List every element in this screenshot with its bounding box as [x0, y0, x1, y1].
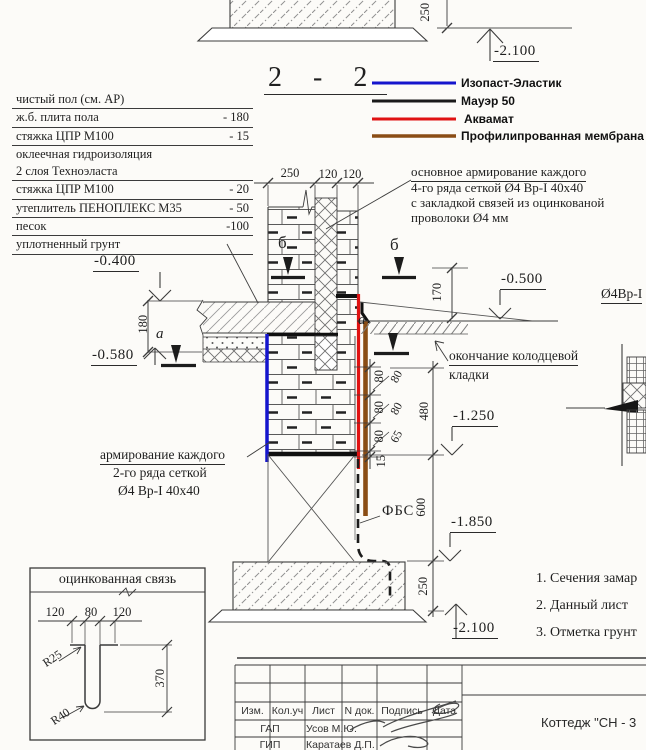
- elevation-0580: -0.580: [91, 347, 137, 366]
- titleblock-header-data: Дата: [432, 705, 457, 717]
- wall-top-dimension: [254, 178, 374, 211]
- dim-f80b: 80: [387, 399, 406, 418]
- lower-reinforcement-line2: 2-го ряда сеткой: [113, 465, 207, 480]
- elevation-top: -2.100: [493, 43, 539, 62]
- mesh-label: Ø4Вр-I: [601, 286, 642, 304]
- section-mark-a-left: [161, 345, 196, 366]
- main-reinforcement-line1: основное армирование каждого: [411, 165, 586, 182]
- elevation-1250: -1.250: [452, 408, 498, 427]
- lower-footing: [209, 562, 426, 622]
- detail-r25: R25: [39, 646, 65, 670]
- titleblock-gip-role: ГИП: [259, 739, 281, 750]
- section-letter-a-right: а: [358, 312, 366, 328]
- dim-top-250: 250: [417, 2, 432, 22]
- table-row: 2 слоя Техноэласта: [12, 163, 253, 181]
- dim-f80a: 80: [387, 367, 406, 386]
- ground-surface: [357, 302, 558, 334]
- floor-layers-table: [12, 91, 253, 255]
- well-end-line2: кладки: [449, 367, 489, 382]
- main-reinforcement-line4: проволоки Ø4 мм: [411, 210, 509, 225]
- table-row: ж.б. плита пола - 180: [12, 109, 253, 127]
- table-row: стяжка ЦПР М100 - 15: [12, 128, 253, 146]
- detail-r40: R40: [47, 704, 73, 728]
- elevation-0500: -0.500: [500, 271, 546, 290]
- titleblock-header-list: Лист: [312, 705, 335, 717]
- dim-170: 170: [429, 282, 444, 302]
- dim-c80b: 80: [371, 400, 386, 414]
- titleblock-gap-role: ГАП: [260, 723, 280, 735]
- dim-f65: 65: [387, 427, 406, 446]
- title-block-grid: [235, 658, 646, 750]
- fbs-label: ФБС: [382, 503, 415, 519]
- main-reinforcement-line3: с закладкой связей из оцинкованой: [411, 195, 605, 210]
- titleblock-header-izm: Изм.: [241, 705, 264, 717]
- legend-label-izopast: Изопаст-Эластик: [461, 76, 562, 90]
- note-2: 2. Данный лист: [536, 598, 628, 613]
- section-letter-b-left: б: [278, 233, 287, 252]
- detail-120a: 120: [45, 605, 65, 619]
- dim-wall-120b: 120: [342, 167, 362, 181]
- elevation-1850: -1.850: [450, 514, 496, 533]
- section-mark-b-right: [382, 257, 416, 278]
- dim-wall-250: 250: [280, 166, 300, 180]
- table-row: утеплитель ПЕНОПЛЕКС М35 - 50: [12, 200, 253, 218]
- table-row: чистый пол (см. АР): [12, 91, 253, 109]
- table-row: уплотненный грунт: [12, 236, 253, 254]
- fbs-blocks: [268, 454, 355, 562]
- dim-480: 480: [416, 401, 431, 421]
- section-letter-b-right: б: [390, 235, 399, 254]
- legend-label-membrane: Профилипрованная мембрана: [461, 129, 644, 143]
- legend-label-mauer: Мауэр 50: [461, 94, 515, 108]
- legend-label-akvamat: Аквамат: [464, 112, 514, 126]
- titleblock-header-podpis: Подпись: [381, 705, 423, 717]
- dim-c15: 15: [373, 454, 388, 468]
- note-3: 3. Отметка грунт: [536, 625, 637, 640]
- table-row: оклеечная гидроизоляция: [16, 146, 153, 161]
- table-row: песок -100: [12, 218, 253, 236]
- titleblock-header-ndok: N док.: [344, 705, 375, 717]
- section-mark-a-right: [374, 333, 409, 354]
- detail-80: 80: [84, 605, 98, 619]
- note-1: 1. Сечения замар: [536, 571, 638, 586]
- titleblock-gip-name: Каратаев Д.П.: [306, 739, 375, 750]
- detail-120b: 120: [112, 605, 132, 619]
- section-title: 2 - 2: [264, 62, 387, 95]
- dim-250: 250: [415, 576, 430, 596]
- titleblock-header-koluch: Кол.уч: [271, 705, 304, 717]
- lower-reinforcement-line3: Ø4 Вр-I 40x40: [118, 483, 200, 498]
- elevation-0400: -0.400: [93, 253, 139, 272]
- elevation-bottom: -2.100: [452, 620, 498, 639]
- section-letter-a-left: а: [156, 326, 164, 342]
- below-ground-wall: [266, 336, 357, 454]
- table-row: стяжка ЦПР М100 - 20: [12, 181, 253, 199]
- dim-c80c: 80: [371, 429, 386, 443]
- detail-370: 370: [152, 668, 167, 688]
- project-name: Коттедж "СН - 3: [541, 715, 637, 730]
- dim-180: 180: [135, 314, 150, 334]
- dim-wall-120a: 120: [318, 167, 338, 181]
- main-reinforcement-line2: 4-го ряда сеткой Ø4 Вр-I 40x40: [411, 180, 584, 195]
- titleblock-gap-name: Усов М.Ю.: [306, 723, 357, 735]
- dim-c80a: 80: [371, 369, 386, 383]
- well-end-line1: окончание колодцевой: [449, 348, 578, 366]
- lower-reinforcement-line1: армирование каждого: [100, 447, 225, 465]
- detail-title: оцинкованная связь: [58, 572, 177, 587]
- dim-600: 600: [413, 497, 428, 517]
